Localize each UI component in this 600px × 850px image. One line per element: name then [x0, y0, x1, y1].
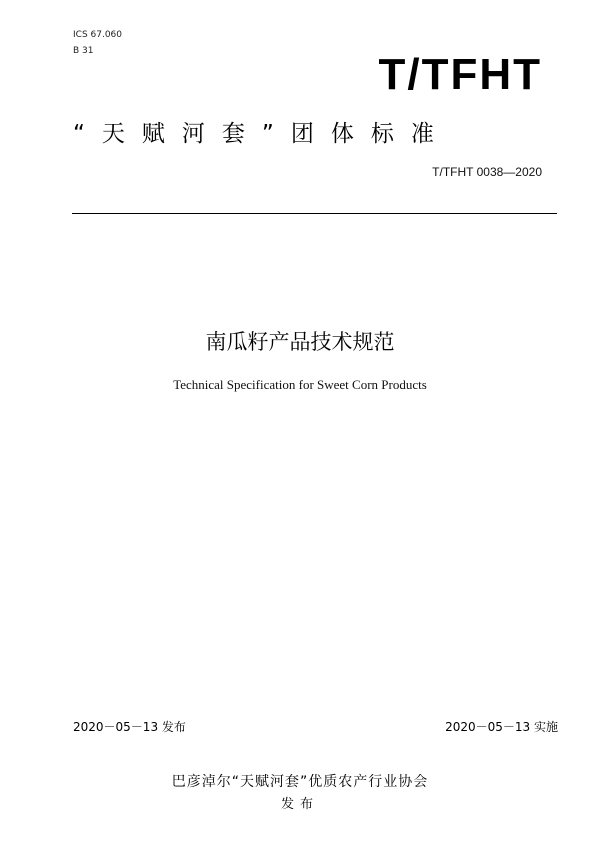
ics-code: ICS 67.060: [73, 30, 123, 40]
ccs-code: B 31: [73, 46, 94, 56]
document-title-english: Technical Specification for Sweet Corn Products: [173, 377, 427, 392]
standard-number: T/TFHT 0038—2020: [432, 165, 542, 179]
publish-label: 发布: [280, 797, 319, 812]
issue-date: 2020－05－13 发布: [73, 720, 186, 734]
standard-type-heading: “天赋河套”团体标准: [73, 121, 451, 147]
header-divider: [72, 213, 557, 214]
standard-logo: T/TFHT: [378, 50, 542, 99]
document-title-chinese: 南瓜籽产品技术规范: [205, 330, 395, 354]
publisher-name: 巴彦淖尔“天赋河套”优质农产行业协会: [171, 774, 429, 790]
implementation-date: 2020－05－13 实施: [445, 720, 558, 734]
